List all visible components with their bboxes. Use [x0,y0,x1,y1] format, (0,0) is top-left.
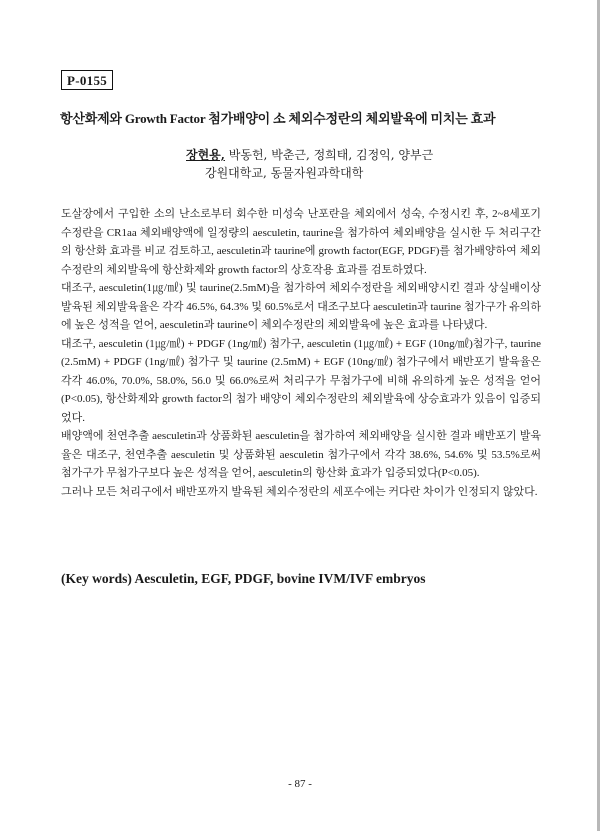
abstract-body [61,205,541,501]
affiliation: 강원대학교, 동물자원과학대학 [205,166,364,180]
presenting-author: 장현용, [186,148,225,162]
page-number: - 87 - [288,778,312,790]
paragraph: 대조구, aesculetin (1㎍/㎖) + PDGF (1ng/㎖) 첨가구, aesculetin (1㎍/㎖) + EGF (10ng/㎖)첨가구, taurine (2.5mM) + PDGF (1ng/㎖) 첨가구 및 taurine (2.5mM) + EGF (10ng/㎖) 첨가구에서 배반포기 발육율은 각각 46.0%, 70.0%, 58.0%, 56.0 및 66.0%로써 처리구가 무첨가구에 비해 유의하게 높은 성적을 얻어(P<0.05), 항산화제와 growth factor의 첨가 배양이 체외수정란의 체외발육에 상승효과가 있음이 입증되었다. [61,337,541,424]
paragraph: 배양액에 천연추출 aesculetin과 상품화된 aesculetin을 첨가하여 체외배양을 실시한 결과 배반포기 발육율은 대조구, 천연추출 aesculetin 및 상품화된 aesculetin 첨가구에서 각각 38.6%, 54.6% 및 53.5%로써 첨가구가 무첨가구보다 높은 성적을 얻어, aesculetin의 항산화 효과가 입증되었다(P<0.05). [61,430,541,479]
abstract-title: 항산화제와 Growth Factor 첨가배양이 소 체외수정란의 체외발육에 미치는 효과 [60,111,496,126]
paragraph: 대조구, aesculetin(1㎍/㎖) 및 taurine(2.5mM)을 첨가하여 체외수정란을 체외배양시킨 결과 상실배이상 발육된 체외발육율은 각각 46.5%, 64.3% 및 60.5%로서 대조구보다 aesculetin과 taurine 첨가구가 유의하에 높은 성적을 얻어, aesculetin과 taurine이 체외수정란의 체외발육에 높은 효과를 나타냈다. [61,282,541,331]
paragraph: 그러나 모든 처리구에서 배반포까지 발육된 체외수정란의 세포수에는 커다란 차이가 인정되지 않았다. [61,485,538,498]
abstract-code: P-0155 [61,70,113,90]
paragraph: 도살장에서 구입한 소의 난소로부터 회수한 미성숙 난포란을 체외에서 성숙, 수정시킨 후, 2~8세포기 수정란을 CR1aa 체외배양액에 일정량의 aesculetin, taurine을 첨가하여 체외배양을 실시한 두 처리구간의 항산화 효과를 비교 검토하고, aesculetin과 taurine에 growth factor(EGF, PDGF)를 첨가배양하여 체외수정란의 체외발육에 항산화제와 growth factor의 상호작용 효과를 검토하였다. [61,208,541,276]
coauthors: 박동헌, 박춘근, 정희태, 김정익, 양부근 [224,148,434,162]
author-list [186,146,433,163]
keywords: (Key words) Aesculetin, EGF, PDGF, bovine IVM/IVF embryos [61,571,426,586]
